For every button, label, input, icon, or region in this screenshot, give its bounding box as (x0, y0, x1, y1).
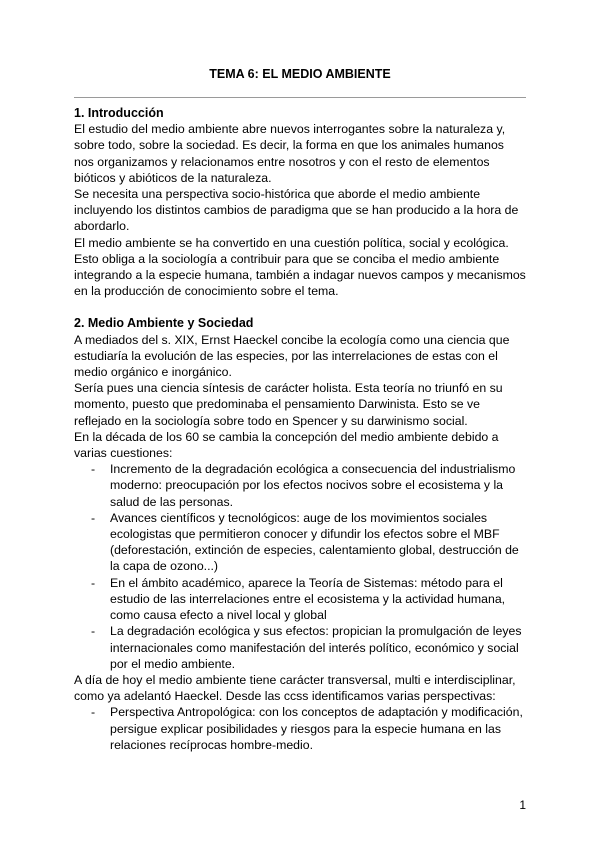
paragraph: En la década de los 60 se cambia la concepción del medio ambiente debido a varias cuestiones: (74, 429, 499, 461)
paragraph: Sería pues una ciencia síntesis de carácter holista. Esta teoría no triunfó en su momento, puesto que predominaba el pensamiento Darwinista. Esto se ve reflejado en la sociología sobre todo en Spencer y su darwinismo social. (74, 381, 503, 428)
section-heading-introduccion: 1. Introducción (74, 106, 164, 120)
list-item (74, 575, 526, 624)
list-item-text: Incremento de la degradación ecológica a consecuencia del industrialismo moderno: preocupación por los efectos nocivos sobre el ecosistema y la salud de las personas. (110, 462, 516, 509)
dash-bullet: - (91, 462, 96, 477)
dash-bullet: - (91, 705, 96, 720)
section-heading-medio-ambiente-sociedad: 2. Medio Ambiente y Sociedad (74, 316, 254, 331)
list-item-text: Avances científicos y tecnológicos: auge de los movimientos sociales ecologistas que permitieron conocer y difundir los efectos sobre el MBF (deforestación, extinción de especies, calentamiento global, destrucción de la capa de ozono...) (110, 510, 519, 574)
title-divider (74, 97, 526, 98)
document-title: TEMA 6: EL MEDIO AMBIENTE (209, 67, 391, 81)
paragraph: A mediados del s. XIX, Ernst Haeckel concibe la ecología como una ciencia que estudiaría la evolución de las especies, por las interrelaciones de estas con el medio orgánico e inorgánico. (74, 332, 510, 380)
list-item-text: En el ámbito académico, aparece la Teoría de Sistemas: método para el estudio de las interrelaciones entre el ecosistema y la actividad humana, como causa efecto a nivel local y global (110, 575, 506, 623)
paragraph: Se necesita una perspectiva socio-histórica que aborde el medio ambiente incluyendo los distintos cambios de paradigma que se han producido a la hora de abordarlo. (74, 187, 519, 234)
page-number: 1 (519, 798, 526, 812)
dash-bullet: - (91, 624, 96, 639)
paragraph: El estudio del medio ambiente abre nuevos interrogantes sobre la naturaleza y, sobre todo, sobre la sociedad. Es decir, la forma en que los animales humanos nos organizamos y relacionamos entre nosotros y con el resto de elementos bióticos y abióticos de la naturaleza. (74, 122, 506, 185)
paragraph: El medio ambiente se ha convertido en una cuestión política, social y ecológica. Esto obliga a la sociología a contribuir para que se conciba el medio ambiente integrando a la especie humana, también a indagar nuevos campos y mecanismos en la producción de conocimiento sobre el tema. (74, 235, 526, 299)
bullet-list-perspectives (74, 704, 526, 753)
dash-bullet: - (91, 510, 96, 525)
list-item (74, 623, 526, 672)
list-item (74, 461, 526, 510)
list-item-text: Perspectiva Antropológica: con los conceptos de adaptación y modificación, persigue explicar posibilidades y riesgos para la especie humana en las relaciones recíprocas hombre-medio. (110, 705, 523, 752)
list-item (74, 510, 526, 575)
document-page (74, 66, 526, 753)
list-item-text: La degradación ecológica y sus efectos: propician la promulgación de leyes internacionales como manifestación del interés político, económico y social por el medio ambiente. (110, 624, 522, 671)
dash-bullet: - (91, 575, 96, 590)
bullet-list-causes (74, 461, 526, 672)
list-item (74, 704, 526, 753)
section-spacer (74, 299, 526, 315)
paragraph: A día de hoy el medio ambiente tiene carácter transversal, multi e interdisciplinar, como ya adelantó Haeckel. Desde las ccss identificamos varias perspectivas: (74, 672, 516, 704)
